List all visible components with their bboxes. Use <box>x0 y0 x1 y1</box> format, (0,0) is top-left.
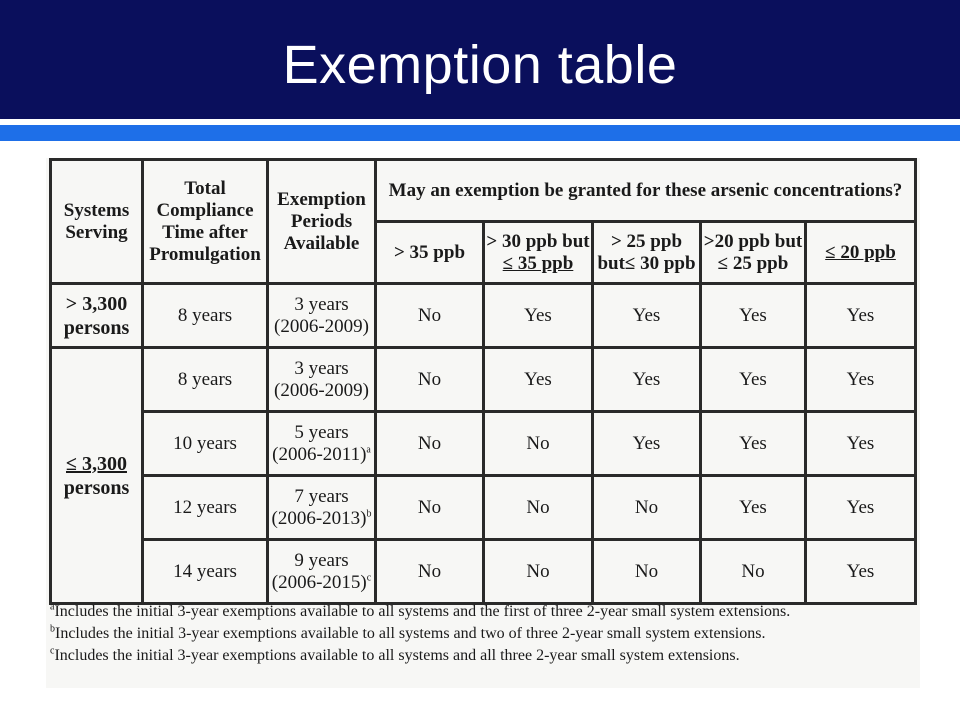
answer-cell: Yes <box>701 412 806 476</box>
divider-stripe-thin <box>0 141 960 144</box>
table-row <box>51 348 916 412</box>
exemption-period-cell: 5 years (2006-2011)$^a$ <box>268 412 376 476</box>
answer-cell: Yes <box>484 284 593 348</box>
table-row <box>51 476 916 540</box>
answer-cell: No <box>376 412 484 476</box>
answer-cell: No <box>484 476 593 540</box>
header-concentration: ≤ 20 ppb <box>806 222 916 284</box>
compliance-time-cell: 12 years <box>143 476 268 540</box>
answer-cell: Yes <box>701 348 806 412</box>
answer-cell: No <box>593 476 701 540</box>
header-systems-serving: Systems Serving <box>51 160 143 284</box>
header-concentration: >20 ppb but ≤ 25 ppb <box>701 222 806 284</box>
header-concentration: > 30 ppb but ≤ 35 ppb <box>484 222 593 284</box>
answer-cell: No <box>593 540 701 604</box>
header-compliance-time: Total Compliance Time after Promulgation <box>143 160 268 284</box>
exemption-table <box>49 158 917 605</box>
answer-cell: Yes <box>701 476 806 540</box>
footnote-b: $^b$Includes the initial 3-year exemptions available to all systems and two of three 2-year small system extensions. <box>50 623 766 642</box>
header-concentration: > 25 ppb but≤ 30 ppb <box>593 222 701 284</box>
compliance-time-cell: 8 years <box>143 348 268 412</box>
header-concentration: > 35 ppb <box>376 222 484 284</box>
answer-cell: Yes <box>806 412 916 476</box>
table-row <box>51 284 916 348</box>
compliance-time-cell: 8 years <box>143 284 268 348</box>
header-exemption-periods: Exemption Periods Available <box>268 160 376 284</box>
answer-cell: No <box>484 412 593 476</box>
answer-cell: Yes <box>593 284 701 348</box>
group-small-systems: ≤ 3,300 persons <box>51 348 143 604</box>
scanned-table-image <box>46 158 920 688</box>
slide-title: Exemption table <box>282 34 678 95</box>
compliance-time-cell: 10 years <box>143 412 268 476</box>
footnotes <box>50 601 920 667</box>
header-question: May an exemption be granted for these arsenic concentrations? <box>376 160 916 222</box>
answer-cell: Yes <box>484 348 593 412</box>
answer-cell: Yes <box>806 284 916 348</box>
answer-cell: Yes <box>593 348 701 412</box>
footnote-c: $^c$Includes the initial 3-year exemptions available to all systems and all three 2-year small system extensions. <box>50 645 740 664</box>
answer-cell: No <box>701 540 806 604</box>
exemption-period-cell: 9 years (2006-2015)$^c$ <box>268 540 376 604</box>
footnote-a: $^a$Includes the initial 3-year exemptions available to all systems and the first of three 2-year small system extensions. <box>50 601 791 620</box>
exemption-period-cell: 3 years (2006-2009) <box>268 284 376 348</box>
answer-cell: Yes <box>593 412 701 476</box>
title-bar <box>0 0 960 119</box>
compliance-time-cell: 14 years <box>143 540 268 604</box>
answer-cell: Yes <box>806 476 916 540</box>
table-row <box>51 540 916 604</box>
table-row <box>51 412 916 476</box>
group-large-systems: > 3,300 persons <box>51 284 143 348</box>
answer-cell: No <box>376 540 484 604</box>
answer-cell: Yes <box>701 284 806 348</box>
answer-cell: Yes <box>806 348 916 412</box>
answer-cell: Yes <box>806 540 916 604</box>
header-row-1 <box>51 160 916 222</box>
exemption-period-cell: 3 years (2006-2009) <box>268 348 376 412</box>
answer-cell: No <box>376 476 484 540</box>
exemption-period-cell: 7 years (2006-2013)$^b$ <box>268 476 376 540</box>
answer-cell: No <box>376 348 484 412</box>
answer-cell: No <box>376 284 484 348</box>
answer-cell: No <box>484 540 593 604</box>
divider-stripe-blue <box>0 125 960 141</box>
